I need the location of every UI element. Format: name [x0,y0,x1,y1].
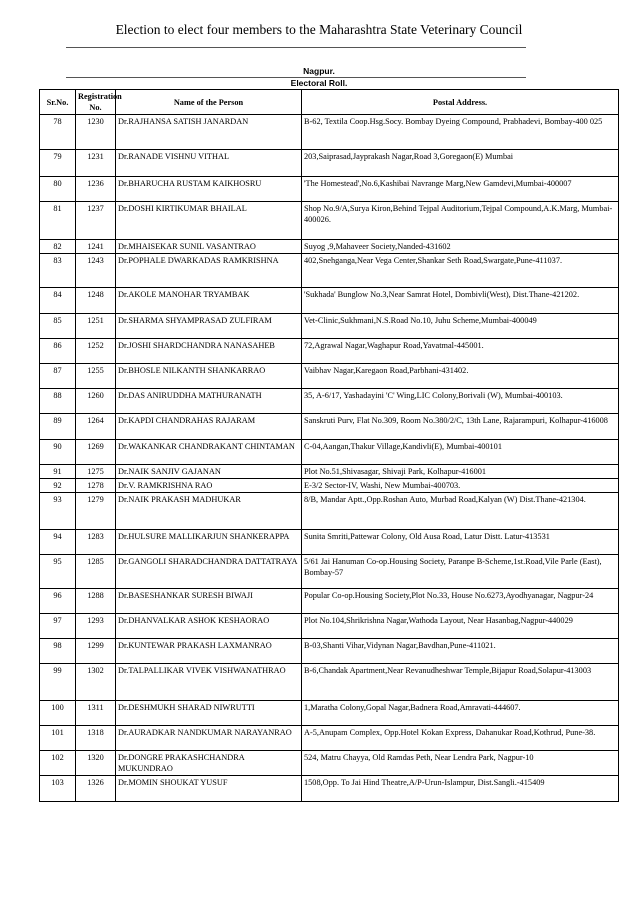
cell-sr-no: 78 [40,115,76,150]
cell-name: Dr.GANGOLI SHARADCHANDRA DATTATRAYA [116,555,302,589]
cell-sr-no: 87 [40,364,76,389]
table-header-row [40,90,619,115]
cell-name: Dr.NAIK SANJIV GAJANAN [116,465,302,479]
table-row [40,339,619,364]
cell-sr-no: 94 [40,530,76,555]
cell-name: Dr.HULSURE MALLIKARJUN SHANKERAPPA [116,530,302,555]
cell-name: Dr.TALPALLIKAR VIVEK VISHWANATHRAO [116,664,302,701]
cell-name: Dr.V. RAMKRISHNA RAO [116,479,302,493]
cell-name: Dr.MOMIN SHOUKAT YUSUF [116,776,302,802]
cell-address: B-6,Chandak Apartment,Near Revanudheshwar Temple,Bijapur Road,Solapur-413003 [302,664,619,701]
table-row [40,465,619,479]
table-row [40,314,619,339]
header-address: Postal Address. [302,90,619,115]
document-title: Election to elect four members to the Maharashtra State Veterinary Council [115,22,523,37]
table-row [40,364,619,389]
cell-sr-no: 90 [40,440,76,465]
cell-address: A-5,Anupam Complex, Opp.Hotel Kokan Express, Dahanukar Road,Kothrud, Pune-38. [302,726,619,751]
cell-address: B-62, Textila Coop.Hsg.Socy. Bombay Dyeing Compound, Prabhadevi, Bombay-400 025 [302,115,619,150]
cell-registration-no: 1302 [76,664,116,701]
cell-name: Dr.NAIK PRAKASH MADHUKAR [116,493,302,530]
cell-address: Shop No.9/A,Surya Kiron,Behind Tejpal Auditorium,Tejpal Compound,A.K.Marg, Mumbai-400026. [302,202,619,240]
cell-sr-no: 80 [40,177,76,202]
cell-sr-no: 89 [40,414,76,440]
cell-registration-no: 1236 [76,177,116,202]
cell-registration-no: 1260 [76,389,116,414]
cell-sr-no: 91 [40,465,76,479]
table-row [40,614,619,639]
cell-registration-no: 1293 [76,614,116,639]
cell-address: 203,Saiprasad,Jayprakash Nagar,Road 3,Goregaon(E) Mumbai [302,150,619,177]
cell-address: 402,Snehganga,Near Vega Center,Shankar Seth Road,Swargate,Pune-411037. [302,254,619,288]
table-row [40,440,619,465]
cell-sr-no: 85 [40,314,76,339]
cell-address: Sanskruti Purv, Flat No.309, Room No.380/2/C, 13th Lane, Rajarampuri, Kolhapur-416008 [302,414,619,440]
cell-name: Dr.SHARMA SHYAMPRASAD ZULFIRAM [116,314,302,339]
cell-registration-no: 1326 [76,776,116,802]
cell-address: Sunita Smriti,Pattewar Colony, Old Ausa Road, Latur Distt. Latur-413531 [302,530,619,555]
cell-name: Dr.JOSHI SHARDCHANDRA NANASAHEB [116,339,302,364]
cell-address: B-03,Shanti Vihar,Vidynan Nagar,Bavdhan,Pune-411021. [302,639,619,664]
table-row [40,254,619,288]
table-row [40,589,619,614]
cell-address: 35, A-6/17, Yashadayini 'C' Wing,LIC Colony,Borivali (W), Mumbai-400103. [302,389,619,414]
table-row [40,288,619,314]
cell-address: Vaibhav Nagar,Karegaon Road,Parbhani-431402. [302,364,619,389]
cell-name: Dr.DAS ANIRUDDHA MATHURANATH [116,389,302,414]
cell-address: 'The Homestead',No.6,Kashibai Navrange Marg,New Gamdevi,Mumbai-400007 [302,177,619,202]
cell-registration-no: 1255 [76,364,116,389]
cell-sr-no: 83 [40,254,76,288]
cell-registration-no: 1285 [76,555,116,589]
cell-sr-no: 99 [40,664,76,701]
cell-sr-no: 93 [40,493,76,530]
cell-name: Dr.DHANVALKAR ASHOK KESHAORAO [116,614,302,639]
header-name: Name of the Person [116,90,302,115]
table-row [40,639,619,664]
cell-sr-no: 82 [40,240,76,254]
cell-registration-no: 1252 [76,339,116,364]
cell-registration-no: 1248 [76,288,116,314]
cell-name: Dr.WAKANKAR CHANDRAKANT CHINTAMAN [116,440,302,465]
cell-sr-no: 102 [40,751,76,776]
table-row [40,493,619,530]
cell-registration-no: 1278 [76,479,116,493]
electoral-roll-table-wrapper [39,89,618,802]
cell-sr-no: 96 [40,589,76,614]
cell-address: Plot No.51,Shivasagar, Shivaji Park, Kolhapur-416001 [302,465,619,479]
cell-name: Dr.DOSHI KIRTIKUMAR BHAILAL [116,202,302,240]
cell-registration-no: 1288 [76,589,116,614]
cell-name: Dr.KUNTEWAR PRAKASH LAXMANRAO [116,639,302,664]
cell-name: Dr.BHARUCHA RUSTAM KAIKHOSRU [116,177,302,202]
cell-name: Dr.DONGRE PRAKASHCHANDRA MUKUNDRAO [116,751,302,776]
cell-name: Dr.AKOLE MANOHAR TRYAMBAK [116,288,302,314]
table-row [40,664,619,701]
cell-address: 'Sukhada' Bunglow No.3,Near Samrat Hotel, Dombivli(West), Dist.Thane-421202. [302,288,619,314]
table-row [40,479,619,493]
cell-address: Plot No.104,Shrikrishna Nagar,Wathoda Layout, Near Hasanbag,Nagpur-440029 [302,614,619,639]
cell-registration-no: 1320 [76,751,116,776]
cell-sr-no: 92 [40,479,76,493]
cell-sr-no: 81 [40,202,76,240]
cell-registration-no: 1251 [76,314,116,339]
document-subtitle-2: Electoral Roll. [290,78,348,88]
cell-sr-no: 95 [40,555,76,589]
header-sr-no: Sr.No. [40,90,76,115]
table-row [40,414,619,440]
cell-registration-no: 1283 [76,530,116,555]
cell-name: Dr.BHOSLE NILKANTH SHANKARRAO [116,364,302,389]
cell-registration-no: 1318 [76,726,116,751]
cell-sr-no: 97 [40,614,76,639]
cell-registration-no: 1241 [76,240,116,254]
cell-registration-no: 1279 [76,493,116,530]
cell-sr-no: 84 [40,288,76,314]
electoral-roll-table [39,89,619,802]
cell-sr-no: 79 [40,150,76,177]
cell-address: Suyog ,9,Mahaveer Society,Nanded-431602 [302,240,619,254]
cell-registration-no: 1311 [76,701,116,726]
title-rule [66,47,526,48]
table-row [40,389,619,414]
table-row [40,150,619,177]
cell-name: Dr.AURADKAR NANDKUMAR NARAYANRAO [116,726,302,751]
cell-sr-no: 88 [40,389,76,414]
cell-registration-no: 1264 [76,414,116,440]
table-row [40,115,619,150]
cell-sr-no: 98 [40,639,76,664]
cell-address: 8/B, Mandar Aptt.,Opp.Roshan Auto, Murbad Road,Kalyan (W) Dist.Thane-421304. [302,493,619,530]
cell-sr-no: 103 [40,776,76,802]
cell-name: Dr.BASESHANKAR SURESH BIWAJI [116,589,302,614]
cell-registration-no: 1275 [76,465,116,479]
cell-registration-no: 1237 [76,202,116,240]
cell-address: 1,Maratha Colony,Gopal Nagar,Badnera Road,Amravati-444607. [302,701,619,726]
table-row [40,240,619,254]
cell-registration-no: 1231 [76,150,116,177]
header-registration-no: Registration No. [76,90,116,115]
table-row [40,202,619,240]
table-row [40,726,619,751]
cell-address: Popular Co-op.Housing Society,Plot No.33, House No.6273,Ayodhyanagar, Nagpur-24 [302,589,619,614]
cell-registration-no: 1243 [76,254,116,288]
cell-name: Dr.DESHMUKH SHARAD NIWRUTTI [116,701,302,726]
cell-sr-no: 86 [40,339,76,364]
cell-address: 72,Agrawal Nagar,Waghapur Road,Yavatmal-445001. [302,339,619,364]
cell-name: Dr.RANADE VISHNU VITHAL [116,150,302,177]
cell-address: 1508,Opp. To Jai Hind Theatre,A/P-Urun-Islampur, Dist.Sangli.-415409 [302,776,619,802]
cell-registration-no: 1230 [76,115,116,150]
cell-address: Vet-Clinic,Sukhmani,N.S.Road No.10, Juhu Scheme,Mumbai-400049 [302,314,619,339]
table-row [40,701,619,726]
table-row [40,555,619,589]
cell-registration-no: 1269 [76,440,116,465]
cell-address: C-04,Aangan,Thakur Village,Kandivli(E), Mumbai-400101 [302,440,619,465]
table-row [40,751,619,776]
table-row [40,776,619,802]
document-subtitle: Nagpur. [303,66,335,76]
cell-sr-no: 100 [40,701,76,726]
table-body [40,115,619,802]
cell-name: Dr.POPHALE DWARKADAS RAMKRISHNA [116,254,302,288]
cell-address: 5/61 Jai Hanuman Co-op.Housing Society, Paranpe B-Scheme,1st.Road,Vile Parle (East), Bombay-57 [302,555,619,589]
cell-name: Dr.RAJHANSA SATISH JANARDAN [116,115,302,150]
cell-address: 524, Matru Chayya, Old Ramdas Peth, Near Lendra Park, Nagpur-10 [302,751,619,776]
cell-name: Dr.MHAISEKAR SUNIL VASANTRAO [116,240,302,254]
cell-registration-no: 1299 [76,639,116,664]
cell-address: E-3/2 Sector-IV, Washi, New Mumbai-400703. [302,479,619,493]
table-row [40,177,619,202]
cell-sr-no: 101 [40,726,76,751]
cell-name: Dr.KAPDI CHANDRAHAS RAJARAM [116,414,302,440]
table-row [40,530,619,555]
